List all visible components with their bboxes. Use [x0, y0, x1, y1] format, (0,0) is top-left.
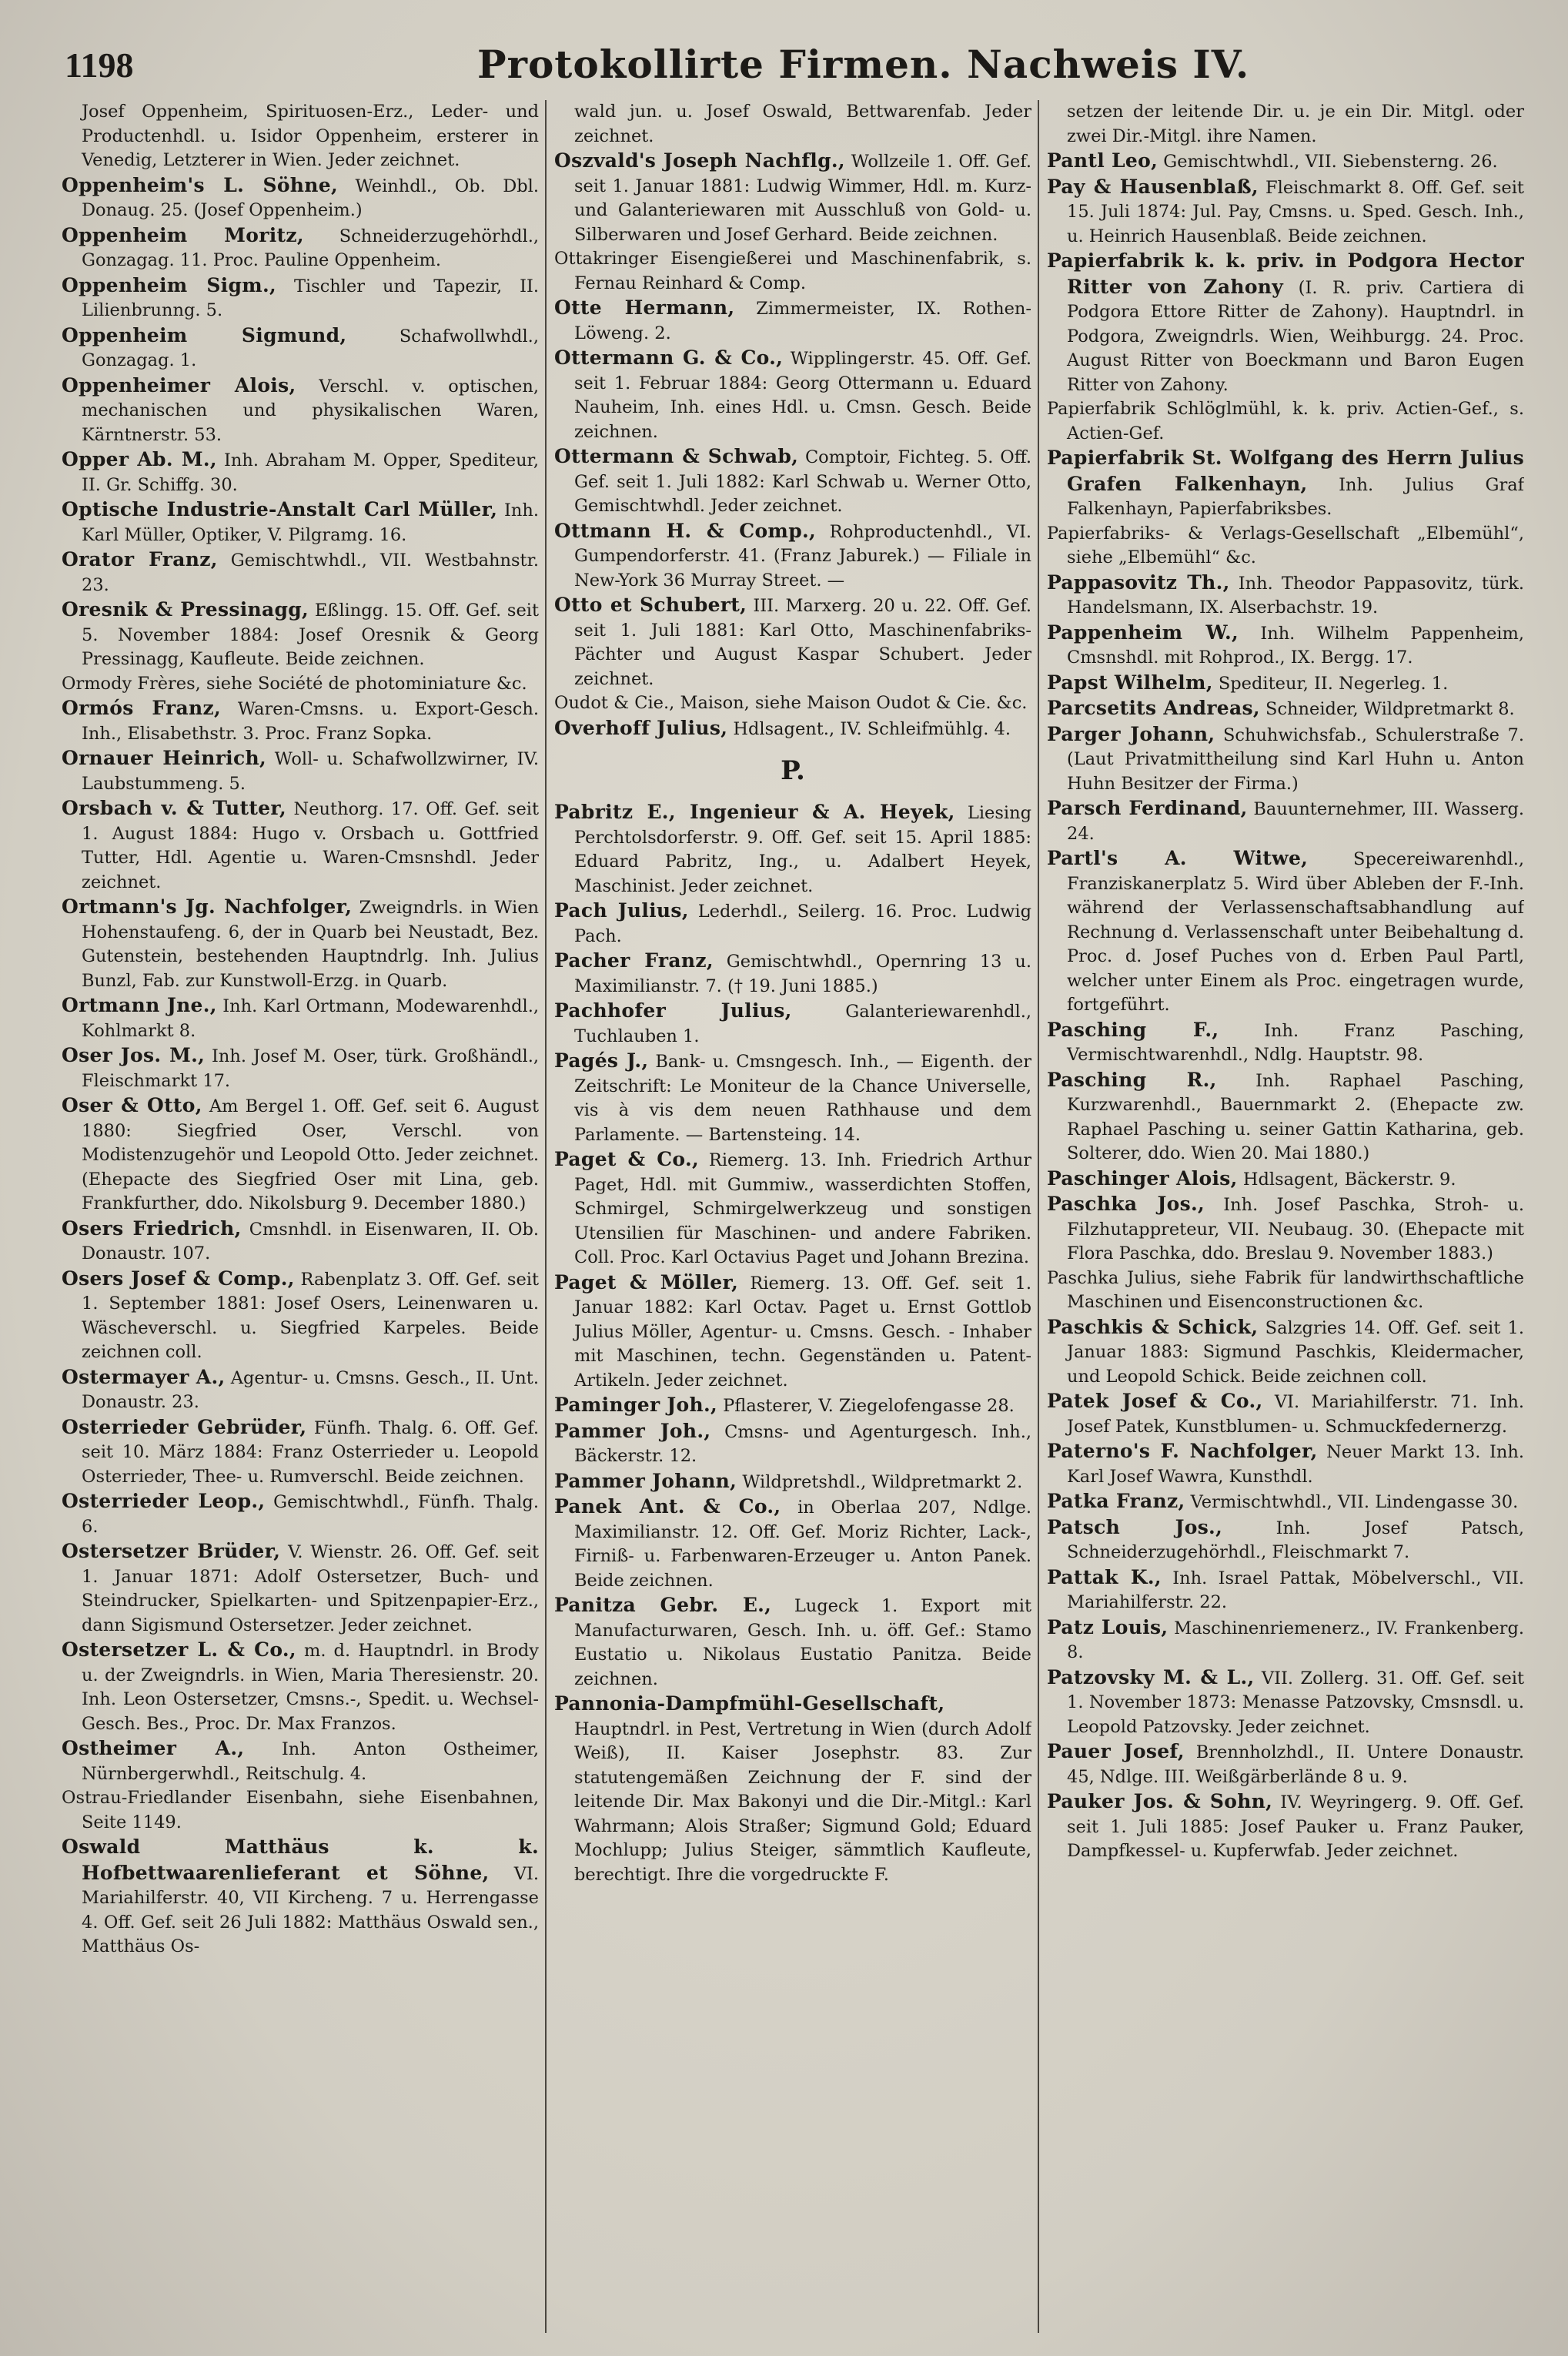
directory-entry [1047, 175, 1524, 249]
entry-text: Rohproductenhdl., VI. Gumpendorferstr. 41. (Franz Jaburek.) — Filiale in New-York 36 Murray Street. — [574, 521, 1031, 591]
directory-entry [554, 899, 1031, 949]
firm-name: Pauker Jos. & Sohn, [1047, 1790, 1273, 1812]
entry-text: Am Bergel 1. Off. Gef. seit 6. August 1880: Siegfried Oser, Verschl. von Modistenzugehör und Leopold Otto. Jeder zeichnet. (Ehepacte des Siegfried Oser mit Lina, geb. Frankfurther, ddo. Nikolsburg 9. December 1880.) [82, 1096, 539, 1213]
directory-entry [62, 1093, 539, 1216]
directory-entry [62, 1539, 539, 1638]
firm-name: Pantl Leo, [1047, 149, 1158, 172]
directory-entry [1047, 397, 1524, 446]
entry-text: Lederhdl., Seilerg. 16. Proc. Ludwig Pach. [574, 902, 1031, 946]
directory-entry [1047, 446, 1524, 522]
directory-entry [1047, 522, 1524, 571]
column-divider [1038, 100, 1039, 2333]
directory-entry [62, 223, 539, 273]
entry-text: Pflasterer, V. Ziegelofengasse 28. [723, 1396, 1015, 1416]
entry-text: Tischler und Tapezir, II. Lilienbrunng. 5. [82, 276, 539, 320]
directory-entry [554, 800, 1031, 899]
directory-entry [1047, 1615, 1524, 1665]
entry-text: Hdlsagent., IV. Schleifmühlg. 4. [733, 718, 1011, 739]
directory-entry [1047, 1739, 1524, 1789]
entry-text: Salzgries 14. Off. Gef. seit 1. Januar 1883: Sigmund Paschkis, Kleidermacher, und Leopold Schick. Beide zeichnen coll. [1067, 1317, 1524, 1387]
firm-name: Patek Josef & Co., [1047, 1390, 1263, 1412]
entry-text: Inh. Israel Pattak, Möbelverschl., VII. Mariahilferstr. 22. [1067, 1568, 1524, 1612]
entry-text: Inh. Franz Pasching, Vermischtwarenhdl., Ndlg. Hauptstr. 98. [1067, 1020, 1524, 1065]
directory-entry [1047, 100, 1524, 149]
firm-name: Panek Ant. & Co., [554, 1495, 781, 1518]
entry-text: Schuhwichsfab., Schulerstraße 7. (Laut Privatmittheilung sind Karl Huhn u. Anton Huhn Besitzer der Firma.) [1067, 725, 1524, 794]
entry-text: Wollzeile 1. Off. Gef. seit 1. Januar 1881: Ludwig Wimmer, Hdl. m. Kurz- und Galanteriewaren mit Ausschluß von Gold- u. Silberwaren und Josef Gerhard. Beide zeichnen. [574, 152, 1031, 245]
directory-entry [62, 447, 539, 497]
entry-text: Spediteur, II. Negerleg. 1. [1218, 673, 1449, 694]
column-divider [545, 100, 547, 2333]
directory-entry [62, 1835, 539, 1959]
directory-entry [62, 100, 539, 173]
directory-entry [554, 1469, 1031, 1495]
entry-text: Inh. Karl Müller, Optiker, V. Pilgramg. 16. [82, 500, 539, 545]
firm-name: Osterrieder Gebrüder, [62, 1415, 307, 1438]
firm-name: Ostermayer A., [62, 1365, 226, 1388]
directory-entry [554, 444, 1031, 519]
firm-name: Patka Franz, [1047, 1490, 1185, 1512]
entry-text: Bank- u. Cmsngesch. Inh., — Eigenth. der Zeitschrift: Le Moniteur de la Chance Universelle, vis à vis dem neuen Rathhause und dem Parlamente. — Bartensteing. 14. [574, 1052, 1031, 1145]
firm-name: Panitza Gebr. E., [554, 1594, 772, 1616]
firm-name: Paget & Co., [554, 1148, 699, 1170]
entry-text: Bauunternehmer, III. Wasserg. 24. [1067, 799, 1524, 844]
directory-entry [62, 1216, 539, 1267]
directory-entry [554, 296, 1031, 346]
entry-text: Schneiderzugehörhdl., Gonzagag. 11. Proc. Pauline Oppenheim. [82, 226, 539, 270]
directory-entry [62, 1415, 539, 1490]
directory-entry [554, 691, 1031, 716]
entry-text: Inh. Karl Ortmann, Modewarenhdl., Kohlmarkt 8. [82, 996, 539, 1041]
directory-entry [1047, 671, 1524, 697]
directory-entry [1047, 846, 1524, 1018]
entry-text: Inh. Anton Ostheimer, Nürnbergerwhdl., Reitschulg. 4. [82, 1739, 539, 1784]
directory-entry [62, 497, 539, 547]
columns-container [62, 100, 1528, 2333]
directory-entry [1047, 1267, 1524, 1315]
page-header [0, 38, 1568, 100]
firm-name: Pasching F., [1047, 1018, 1219, 1041]
entry-text: Josef Oppenheim, Spirituosen-Erz., Leder- und Productenhdl. u. Isidor Oppenheim, ersterer in Venedig, Letzterer in Wien. Jeder zeichnet. [82, 102, 539, 170]
entry-text: Schafwollwhdl., Gonzagag. 1. [82, 326, 539, 370]
entry-text: Ormody Frères, siehe Société de photominiature &c. [62, 673, 527, 694]
entry-text: Wildpretshdl., Wildpretmarkt 2. [742, 1471, 1023, 1492]
firm-name: Oser & Otto, [62, 1094, 202, 1116]
entry-text: Inh. Wilhelm Pappenheim, Cmsnshdl. mit Rohprod., IX. Bergg. 17. [1067, 623, 1524, 668]
entry-text: Waren-Cmsns. u. Export-Gesch. Inh., Elisabethstr. 3. Proc. Franz Sopka. [82, 699, 539, 744]
entry-text: III. Marxerg. 20 u. 22. Off. Gef. seit 1. Juli 1881: Karl Otto, Maschinenfabriks-Pächter und August Kaspar Schubert. Jeder zeichnet. [574, 596, 1031, 689]
directory-entry [62, 746, 539, 796]
entry-text: Inh. Josef Patsch, Schneiderzugehörhdl., Fleischmarkt 7. [1067, 1518, 1524, 1562]
directory-entry [1047, 1018, 1524, 1068]
directory-entry [1047, 1166, 1524, 1193]
entry-text: Ottakringer Eisengießerei und Maschinenfabrik, s. Fernau Reinhard & Comp. [554, 249, 1031, 293]
firm-name: Papst Wilhelm, [1047, 671, 1213, 694]
firm-name: Ottermann G. & Co., [554, 346, 784, 369]
entry-text: Specereiwarenhdl., Franziskanerplatz 5. Wird über Ableben der F.-Inh. während der Verlassenschaftsabhandlung auf Rechnung d. Verlassenschaft unter Beibehaltung d. Proc. d. Josef Puches von d. Erben Paul Partl, welcher unter Einem als Proc. eingetragen wurde, fortgeführt. [1067, 849, 1524, 1015]
firm-name: Oser Jos. M., [62, 1044, 206, 1066]
entry-text: Oudot & Cie., Maison, siehe Maison Oudot & Cie. &c. [554, 693, 1028, 713]
entry-text: Agentur- u. Cmsns. Gesch., II. Unt. Donaustr. 23. [82, 1367, 539, 1412]
directory-entry [1047, 1192, 1524, 1267]
directory-entry [62, 1638, 539, 1736]
firm-name: Overhoff Julius, [554, 716, 728, 739]
directory-entry [1047, 1565, 1524, 1615]
entry-text: Galanteriewarenhdl., Tuchlauben 1. [574, 1002, 1031, 1046]
firm-name: Partl's A. Witwe, [1047, 847, 1309, 869]
entry-text: wald jun. u. Josef Oswald, Bettwarenfab. Jeder zeichnet. [574, 102, 1031, 146]
firm-name: Pammer Joh., [554, 1419, 711, 1442]
firm-name: Pabritz E., Ingenieur & A. Heyek, [554, 801, 955, 823]
entry-text: VI. Mariahilferstr. 40, VII Kircheng. 7 u. Herrengasse 4. Off. Gef. seit 26 Juli 1882: Matthäus Oswald sen., Matthäus Os- [82, 1863, 539, 1956]
entry-text: Gemischtwhdl., VII. Westbahnstr. 23. [82, 551, 539, 595]
entry-text: Fleischmarkt 8. Off. Gef. seit 15. Juli 1874: Jul. Pay, Cmsns. u. Sped. Gesch. Inh., u. Heinrich Hausenblaß. Beide zeichnen. [1067, 177, 1524, 246]
firm-name: Optische Industrie-Anstalt Carl Müller, [62, 498, 498, 520]
directory-entry [1047, 796, 1524, 846]
entry-text: Wipplingerstr. 45. Off. Gef. seit 1. Februar 1884: Georg Ottermann u. Eduard Nauheim, Inh. eines Hdl. u. Cmsn. Gesch. Beide zeichnen. [574, 349, 1031, 442]
firm-name: Pasching R., [1047, 1068, 1217, 1091]
directory-entry [554, 1494, 1031, 1593]
section-letter: P. [781, 755, 805, 786]
directory-entry [62, 323, 539, 373]
directory-entry [62, 895, 539, 993]
running-title: Protokollirte Firmen. Nachweis IV. [477, 42, 1250, 87]
firm-name: Otte Hermann, [554, 296, 735, 319]
entry-text: (I. R. priv. Cartiera di Podgora Ettore Ritter de Zahony). Hauptndrl. in Podgora, Zweigndrls. Wien, Weihburgg. 24. Proc. August Ritter von Boeckmann und Baron Eugen Ritter von Zahony. [1067, 277, 1524, 395]
firm-name: Oppenheim Sigm., [62, 273, 277, 296]
directory-entry [554, 1147, 1031, 1270]
firm-name: Paschka Jos., [1047, 1193, 1205, 1215]
directory-entry [1047, 1789, 1524, 1864]
directory-entry [1047, 149, 1524, 175]
directory-entry [554, 1393, 1031, 1419]
directory-entry [62, 696, 539, 746]
firm-name: Pay & Hausenblaß, [1047, 175, 1259, 198]
firm-name: Orator Franz, [62, 548, 218, 571]
entry-text: Comptoir, Fichteg. 5. Off. Gef. seit 1. Juli 1882: Karl Schwab u. Werner Otto, Gemischtwhdl. Jeder zeichnet. [574, 447, 1031, 516]
firm-name: Paschkis & Schick, [1047, 1315, 1259, 1338]
column-3 [1047, 100, 1524, 2333]
firm-name: Pammer Johann, [554, 1469, 737, 1492]
firm-name: Osterrieder Leop., [62, 1490, 266, 1512]
firm-name: Parsch Ferdinand, [1047, 797, 1248, 819]
directory-entry [554, 593, 1031, 691]
directory-entry [1047, 1439, 1524, 1489]
entry-text: Woll- u. Schafwollzwirner, IV. Laubstummeng. 5. [82, 749, 539, 794]
firm-name: Ortmann Jne., [62, 994, 217, 1016]
entry-text: V. Wienstr. 26. Off. Gef. seit 1. Januar 1871: Adolf Ostersetzer, Buch- und Steindrucker, Spielkarten- und Spitzenpapier-Erz., dann Sigismund Ostersetzer. Jeder zeichnet. [82, 1542, 539, 1635]
directory-entry [554, 100, 1031, 149]
entry-text: Fünfh. Thalg. 6. Off. Gef. seit 10. März 1884: Franz Osterrieder u. Leopold Osterrieder, Thee- u. Rumverschl. Beide zeichnen. [82, 1417, 539, 1487]
directory-entry [1047, 722, 1524, 797]
firm-name: Patzovsky M. & L., [1047, 1665, 1255, 1688]
firm-name: Parger Johann, [1047, 722, 1215, 745]
directory-entry [62, 672, 539, 697]
directory-entry [554, 149, 1031, 247]
entry-text: Inh. Theodor Pappasovitz, türk. Handelsmann, IX. Alserbachstr. 19. [1067, 573, 1524, 617]
directory-entry [554, 1692, 1031, 1887]
entry-text: Zimmermeister, IX. Rothen-Löweng. 2. [574, 299, 1031, 343]
entry-text: Inh. Abraham M. Opper, Spediteur, II. Gr. Schiffg. 30. [82, 450, 539, 495]
firm-name: Ostersetzer Brüder, [62, 1540, 281, 1562]
firm-name: Pauer Josef, [1047, 1740, 1185, 1762]
firm-name: Parcsetits Andreas, [1047, 697, 1260, 719]
firm-name: Papierfabrik St. Wolfgang des Herrn Julius Grafen Falkenhayn, [1047, 447, 1524, 495]
firm-name: Oppenheim Sigmund, [62, 323, 347, 346]
firm-name: Oppenheim's L. Söhne, [62, 173, 338, 196]
firm-name: Paminger Joh., [554, 1394, 718, 1416]
directory-entry [1047, 1489, 1524, 1515]
directory-entry [554, 716, 1031, 742]
entry-text: VII. Zollerg. 31. Off. Gef. seit 1. November 1873: Menasse Patzovsky, Cmsnsdl. u. Leopold Patzovsky. Jeder zeichnet. [1067, 1668, 1524, 1737]
firm-name: Osers Josef & Comp., [62, 1267, 295, 1290]
firm-name: Paschinger Alois, [1047, 1166, 1238, 1190]
entry-text: Gemischtwhdl., VII. Siebensterng. 26. [1163, 152, 1498, 172]
directory-entry [62, 1267, 539, 1365]
column-2 [554, 100, 1031, 2333]
firm-name: Papierfabrik k. k. priv. in Podgora Hector Ritter von Zahony [1047, 249, 1524, 298]
firm-name: Pach Julius, [554, 899, 689, 922]
firm-name: Paterno's F. Nachfolger, [1047, 1440, 1318, 1462]
entry-text: Cmsnhdl. in Eisenwaren, II. Ob. Donaustr. 107. [82, 1219, 539, 1263]
directory-entry [554, 346, 1031, 444]
entry-text: Neuthorg. 17. Off. Gef. seit 1. August 1884: Hugo v. Orsbach u. Gottfried Tutter, Hdl. Agentie u. Waren-Cmsnshdl. Jeder zeichnet. [82, 799, 539, 892]
directory-entry [62, 1489, 539, 1539]
entry-text: Papierfabriks- & Verlags-Gesellschaft „Elbemühl“, siehe „Elbemühl“ &c. [1047, 523, 1524, 567]
firm-name: Ottmann H. & Comp., [554, 519, 816, 542]
firm-name: Oppenheim Moritz, [62, 223, 304, 246]
directory-entry [1047, 1068, 1524, 1166]
firm-name: Oppenheimer Alois, [62, 373, 296, 397]
page-number: 1198 [65, 45, 134, 85]
column-1 [62, 100, 539, 2333]
firm-name: Otto et Schubert, [554, 594, 747, 616]
entry-text: Riemerg. 13. Inh. Friedrich Arthur Paget, Hdl. mit Gummiw., wasserdichten Stoffen, Schmirgel, Schmirgelwerkzeug und sonstigen Utensilien für Maschinen- und andere Fabriken. Coll. Proc. Karl Octavius Paget und Johann Brezina. [574, 1150, 1031, 1267]
entry-text: Rabenplatz 3. Off. Gef. seit 1. September 1881: Josef Osers, Leinenwaren u. Wäscheverschl. u. Siegfried Karpeles. Beide zeichnen coll. [82, 1269, 539, 1362]
directory-entry [1047, 696, 1524, 722]
entry-text: VI. Mariahilferstr. 71. Inh. Josef Patek, Kunstblumen- u. Schmuckfedernerzg. [1067, 1392, 1524, 1437]
entry-text: Inh. Josef M. Oser, türk. Großhändl., Fleischmarkt 17. [82, 1046, 539, 1091]
firm-name: Ortmann's Jg. Nachfolger, [62, 895, 353, 918]
directory-entry [554, 999, 1031, 1049]
firm-name: Ostersetzer L. & Co., [62, 1638, 296, 1661]
entry-text: Papierfabrik Schlöglmühl, k. k. priv. Actien-Gef., s. Actien-Gef. [1047, 399, 1524, 443]
entry-text: Schneider, Wildpretmarkt 8. [1265, 699, 1515, 719]
directory-entry [62, 547, 539, 597]
entry-text: Lugeck 1. Export mit Manufacturwaren, Gesch. Inh. u. öff. Gef.: Stamo Eustatio u. Nikolaus Eustatio Panitza. Beide zeichnen. [574, 1596, 1031, 1689]
firm-name: Paget & Möller, [554, 1270, 739, 1293]
firm-name: Patz Louis, [1047, 1615, 1168, 1638]
firm-name: Oresnik & Pressinagg, [62, 598, 309, 621]
firm-name: Opper Ab. M., [62, 448, 217, 470]
entry-text: Cmsns- und Agenturgesch. Inh., Bäckerstr. 12. [574, 1421, 1031, 1466]
directory-entry [62, 597, 539, 672]
entry-text: Inh. Raphael Pasching, Kurzwarenhdl., Bauernmarkt 2. (Ehepacte zw. Raphael Pasching u. seiner Gattin Katharina, geb. Solterer, ddo. Wien 20. Mai 1880.) [1067, 1070, 1524, 1163]
entry-text: Weinhdl., Ob. Dbl. Donaug. 25. (Josef Oppenheim.) [82, 176, 539, 220]
directory-entry [554, 1593, 1031, 1692]
firm-name: Orsbach v. & Tutter, [62, 797, 287, 819]
directory-entry [62, 1786, 539, 1835]
directory-entry [1047, 249, 1524, 397]
directory-entry [62, 993, 539, 1043]
directory-entry [1047, 1315, 1524, 1390]
entry-text: Verschl. v. optischen, mechanischen und physikalischen Waren, Kärntnerstr. 53. [82, 376, 539, 445]
directory-entry [1047, 1665, 1524, 1740]
directory-entry [554, 519, 1031, 594]
firm-name: Pagés J., [554, 1049, 649, 1072]
directory-entry [1047, 1515, 1524, 1565]
directory-entry [1047, 1389, 1524, 1439]
directory-entry [554, 1270, 1031, 1394]
entry-text: Eßlingg. 15. Off. Gef. seit 5. November 1884: Josef Oresnik & Georg Pressinagg, Kaufleute. Beide zeichnen. [82, 601, 539, 669]
entry-text: setzen der leitende Dir. u. je ein Dir. Mitgl. oder zwei Dir.-Mitgl. ihre Namen. [1067, 102, 1524, 146]
firm-name: Pachhofer Julius, [554, 999, 792, 1022]
entry-text: Hauptndrl. in Pest, Vertretung in Wien (durch Adolf Weiß), II. Kaiser Josephstr. 83. Zur statutengemäßen Zeichnung der F. sind der leitende Dir. Max Bakonyi und die Dir.-Mitgl.: Karl Wahrmann; Alois Straßer; Sigmund Gold; Eduard Mochlupp; Julius Steiger, sämmtlich Kaufleute, berechtigt. Ihre die vorgedruckte F. [574, 1718, 1031, 1885]
directory-entry [62, 796, 539, 895]
directory-entry [554, 1049, 1031, 1147]
entry-text: Paschka Julius, siehe Fabrik für landwirthschaftliche Maschinen und Eisenconstructionen &c. [1047, 1267, 1524, 1312]
firm-name: Pattak K., [1047, 1565, 1162, 1588]
directory-entry [554, 247, 1031, 296]
firm-name: Ostheimer A., [62, 1737, 245, 1759]
entry-text: m. d. Hauptndrl. in Brody u. der Zweigndrls. in Wien, Maria Theresienstr. 20. Inh. Leon Ostersetzer, Cmsns.-, Spedit. u. Wechsel-Gesch. Bes., Proc. Dr. Max Franzos. [82, 1641, 539, 1734]
directory-entry [62, 373, 539, 448]
firm-name: Ornauer Heinrich, [62, 747, 266, 769]
firm-name: Osers Friedrich, [62, 1216, 242, 1240]
directory-entry [554, 1419, 1031, 1469]
entry-text: Neuer Markt 13. Inh. Karl Josef Wawra, Kunsthdl. [1067, 1442, 1524, 1487]
firm-name: Pacher Franz, [554, 949, 714, 972]
firm-name: Oswald Matthäus k. k. Hofbettwaarenlieferant et Söhne, [62, 1836, 539, 1884]
directory-entry [62, 273, 539, 323]
entry-text: in Oberlaa 207, Ndlge. Maximilianstr. 12. Off. Gef. Moriz Richter, Lack-, Firniß- u. Farbenwaren-Erzeuger u. Anton Panek. Beide zeichnen. [574, 1498, 1031, 1591]
entry-text: IV. Weyringerg. 9. Off. Gef. seit 1. Juli 1885: Josef Pauker u. Franz Pauker, Dampfkessel- u. Kupferwfab. Jeder zeichnet. [1067, 1792, 1524, 1861]
entry-text: Hdlsagent, Bäckerstr. 9. [1242, 1169, 1456, 1190]
firm-name: Pappenheim W., [1047, 621, 1239, 644]
directory-entry [1047, 571, 1524, 621]
directory-entry [62, 1365, 539, 1415]
entry-text: Maschinenriemenerz., IV. Frankenberg. 8. [1067, 1618, 1524, 1662]
directory-entry [62, 1736, 539, 1786]
directory-entry [1047, 621, 1524, 671]
directory-entry [554, 949, 1031, 999]
directory-entry [62, 173, 539, 223]
directory-entry [62, 1043, 539, 1093]
firm-name: Pannonia-Dampfmühl-Gesellschaft, [554, 1692, 945, 1715]
firm-name: Ottermann & Schwab, [554, 445, 799, 467]
entry-text: Ostrau-Friedlander Eisenbahn, siehe Eisenbahnen, Seite 1149. [62, 1788, 539, 1832]
entry-text: Liesing Perchtolsdorferstr. 9. Off. Gef. seit 15. April 1885: Eduard Pabritz, Ing., u. Adalbert Heyek, Maschinist. Jeder zeichnet. [574, 803, 1031, 896]
entry-text: Gemischtwhdl., Fünfh. Thalg. 6. [82, 1492, 539, 1537]
firm-name: Pappasovitz Th., [1047, 571, 1230, 594]
entry-text: Riemerg. 13. Off. Gef. seit 1. Januar 1882: Karl Octav. Paget u. Ernst Gottlob Julius Möller, Agentur- u. Cmsns. Gesch. - Inhaber mit Maschinen, techn. Gegenständen u. Patent-Artikeln. Jeder zeichnet. [574, 1273, 1031, 1391]
entry-text: Inh. Josef Paschka, Stroh- u. Filzhutappreteur, VII. Neubaug. 30. (Ehepacte mit Flora Paschka, ddo. Breslau 9. November 1883.) [1067, 1195, 1524, 1263]
entry-text: Vermischtwhdl., VII. Lindengasse 30. [1190, 1492, 1519, 1512]
entry-text: Brennholzhdl., II. Untere Donaustr. 45, Ndlge. III. Weißgärberlände 8 u. 9. [1067, 1742, 1524, 1787]
firm-name: Patsch Jos., [1047, 1515, 1223, 1538]
firm-name: Ormós Franz, [62, 697, 221, 719]
entry-text: Gemischtwhdl., Opernring 13 u. Maximilianstr. 7. († 19. Juni 1885.) [574, 952, 1031, 996]
entry-text: Zweigndrls. in Wien Hohenstaufeng. 6, der in Quarb bei Neustadt, Bez. Gutenstein, bestehenden Hauptndrlg. Inh. Julius Bunzl, Fab. zur Kunstwoll-Erzg. in Quarb. [82, 898, 539, 991]
firm-name: Oszvald's Joseph Nachflg., [554, 149, 845, 172]
entry-text: Inh. Julius Graf Falkenhayn, Papierfabriksbes. [1067, 474, 1524, 519]
